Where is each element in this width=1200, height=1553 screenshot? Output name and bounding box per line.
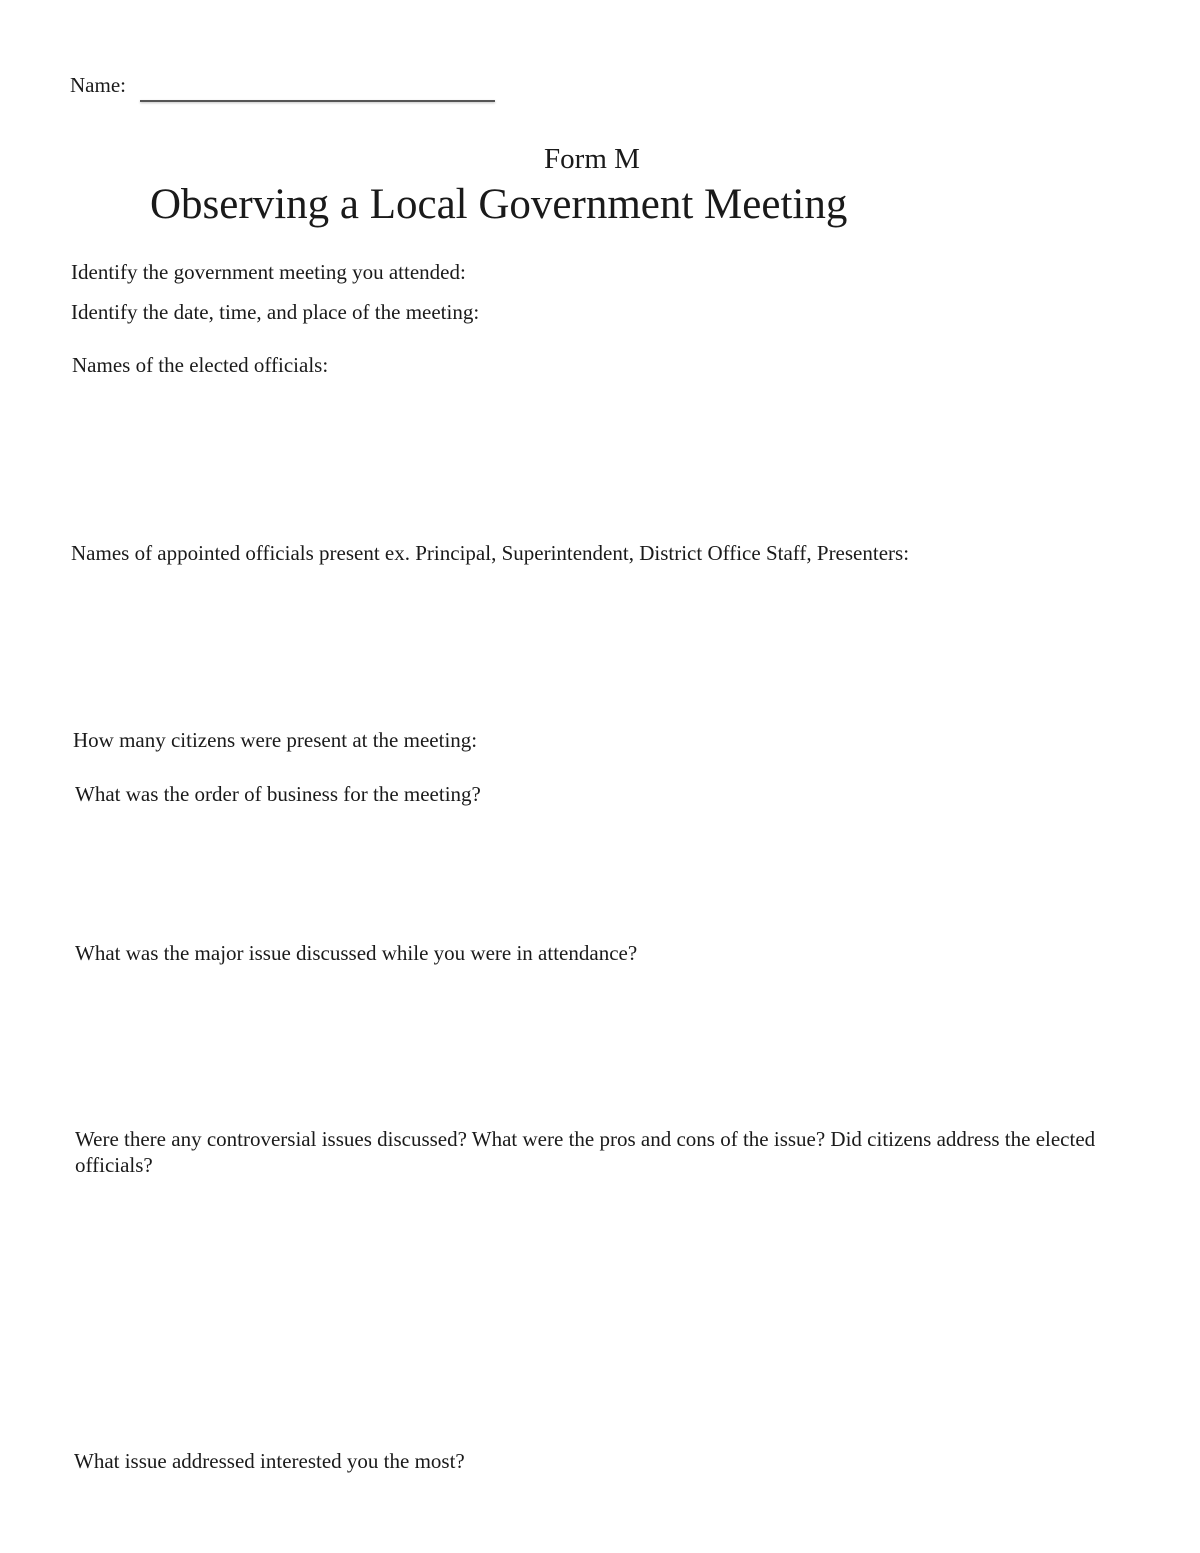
question-appointed-officials: Names of appointed officials present ex. Principal, Superintendent, District Office Staff, Presenters:: [71, 541, 910, 565]
name-field-label: [70, 73, 126, 98]
name-input-line[interactable]: [140, 100, 495, 102]
page-title: Observing a Local Government Meeting: [150, 181, 848, 228]
form-id: Form M: [544, 143, 640, 175]
question-order-of-business: What was the order of business for the meeting?: [75, 782, 481, 806]
question-citizens-present: How many citizens were present at the meeting:: [73, 728, 478, 752]
question-controversial-issues: Were there any controversial issues discussed? What were the pros and cons of the issue? Did citizens address the elected officials?: [75, 1127, 1096, 1177]
question-date-time-place: Identify the date, time, and place of the meeting:: [71, 300, 480, 324]
question-meeting-attended: Identify the government meeting you attended:: [71, 260, 466, 284]
question-elected-officials: Names of the elected officials:: [72, 353, 329, 377]
name-label: Name:: [70, 73, 126, 97]
question-most-interesting-issue: What issue addressed interested you the most?: [74, 1449, 465, 1473]
question-major-issue: What was the major issue discussed while you were in attendance?: [75, 941, 638, 965]
